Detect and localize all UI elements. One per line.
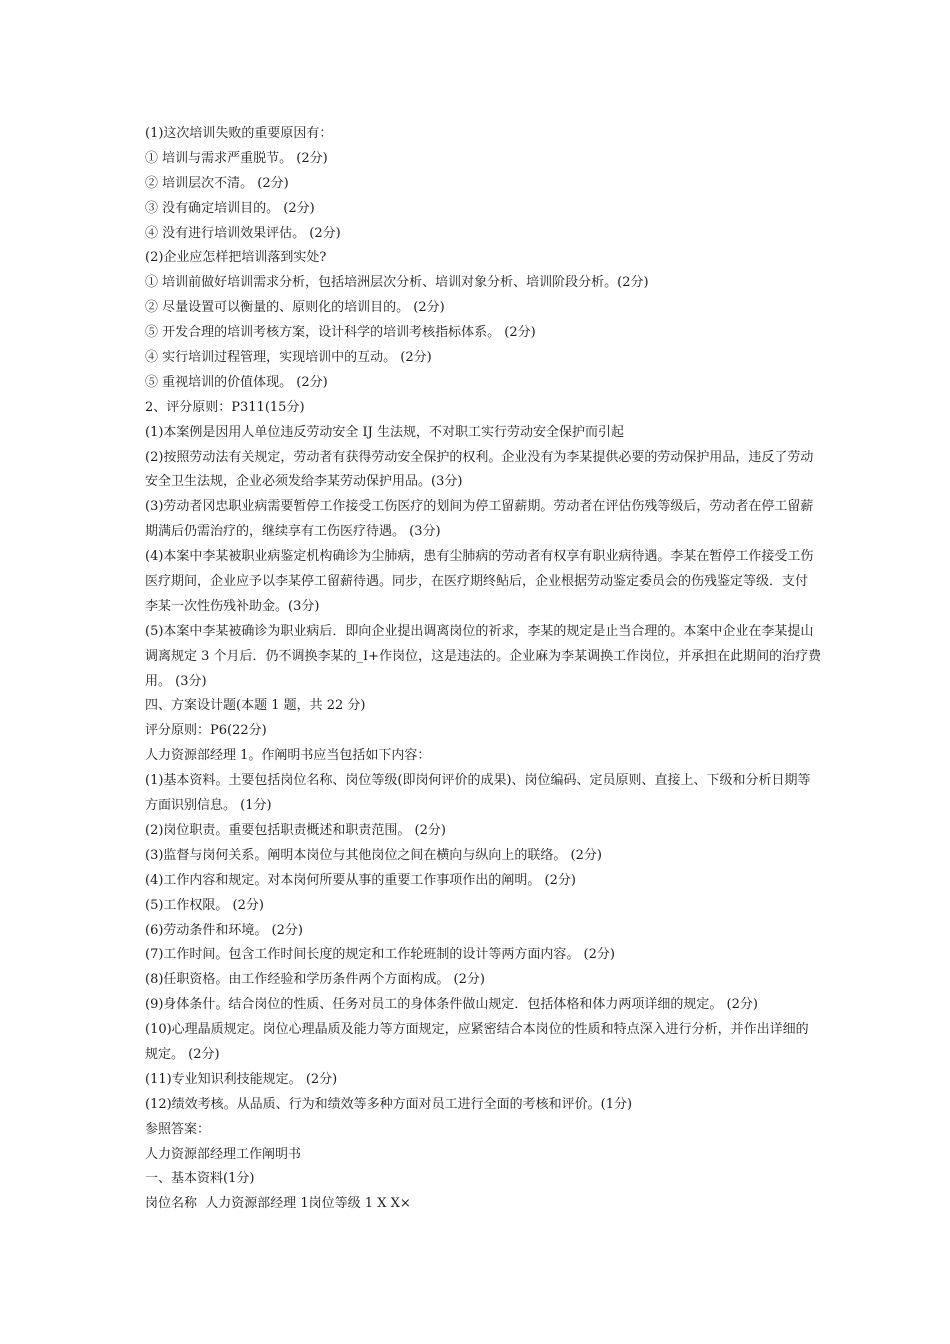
- text-line: (8)任职资格。由工作经验和学历条件两个方面构成。 (2分): [145, 972, 485, 988]
- text-line: ④ 没有进行培训效果评估。 (2分): [145, 225, 341, 241]
- text-line: (5)工作权限。 (2分): [145, 897, 264, 913]
- text-line: (11)专业知识利技能规定。 (2分): [145, 1071, 338, 1087]
- text-line: 安全卫生法规，企业必须发给李某劳动保护用品。(3分): [145, 474, 463, 490]
- text-line: (1)这次培训失败的重要原因有：: [145, 126, 333, 141]
- text-line: (2)岗位职责。重要包括职责概述和职责范围。 (2分): [145, 822, 446, 838]
- text-line: (2)企业应怎样把培训落到实处?: [145, 250, 327, 266]
- text-line: 调离规定 3 个月后．仍不调换李某的_I+作岗位，这是违法的。企业麻为李某调换工作岗位，并承担在此期间的治疗费: [145, 648, 822, 664]
- text-line: (4)工作内容和规定。对本岗何所要从事的重要工作事项作出的阐明。 (2分): [145, 872, 576, 888]
- text-line: (7)工作时间。包含工作时间长度的规定和工作轮班制的设计等两方面内容。 (2分): [145, 947, 615, 963]
- text-line: (3)劳动者冈忠职业病需要暂停工作接受工伤医疗的划间为停工留薪期。劳动者在评估伤残等级后，劳动者在停工留薪: [145, 499, 814, 515]
- text-line: (1)基本资料。土要包括岗位名称、岗位等级(即岗何评价的成果)、岗位编码、定员原则、直接上、下级和分析日期等: [145, 773, 811, 789]
- text-line: ③ 没有确定培训目的。 (2分): [145, 200, 315, 216]
- text-line: 李某一次性伤残补助金。(3分): [145, 598, 320, 614]
- text-line: (9)身体条什。结合岗位的性质、任务对员工的身体条件做山规定．包括体格和体力两项详细的规定。 (2分): [145, 997, 758, 1013]
- text-line: (10)心理晶质规定。岗位心理晶质及能力等方面规定，应紧密结合本岗位的性质和特点深入进行分析，并作出详细的: [145, 1022, 809, 1038]
- text-line: 一、基本资料(1分): [145, 1171, 255, 1187]
- text-line: 用。 (3分): [145, 673, 207, 689]
- text-line: (3)监督与岗何关系。阐明本岗位与其他岗位之间在横向与纵向上的联络。 (2分): [145, 847, 602, 863]
- text-line: (12)绩效考核。从品质、行为和绩效等多种方面对员工进行全面的考核和评价。(1分): [145, 1096, 633, 1112]
- text-line: (5)本案中李某被确诊为职业病后．即向企业提出调离岗位的祈求，李某的规定是止当合理的。本案中企业在李某提山: [145, 623, 814, 639]
- text-line: 2、评分原则：P311(15分): [145, 399, 305, 415]
- text-line: 评分原则：P6(22分): [145, 723, 267, 739]
- text-line: 参照答案：: [145, 1121, 211, 1137]
- text-line: ② 尽量设置可以衡量的、原则化的培训目的。 (2分): [145, 300, 445, 316]
- text-line: ① 培训与需求严重脱节。 (2分): [145, 150, 328, 166]
- text-line: 医疗期间，企业应予以李某停工留薪待遇。同步，在医疗期终鲇后，企业根据劳动鉴定委员会的伤残鉴定等级．支付: [145, 574, 809, 590]
- text-line: (4)本案中李某被职业病鉴定机构确诊为尘肺病，患有尘肺病的劳动者有权享有职业病待遇。李某在暂停工作接受工伤: [145, 549, 814, 565]
- text-line: 规定。 (2分): [145, 1046, 220, 1062]
- text-line: 人力资源部经理 1。作阐明书应当包括如下内容：: [145, 748, 431, 764]
- text-line: 方面识别信息。 (1分): [145, 798, 272, 814]
- text-line: 期满后仍需治疗的，继续享有工伤医疗待遇。 (3分): [145, 524, 441, 540]
- text-line: 岗位名称 人力资源部经理 1岗位等级 1 X X×: [145, 1196, 411, 1212]
- text-line: ① 培训前做好培训需求分析，包括培洲层次分析、培训对象分析、培训阶段分析。(2分): [145, 275, 649, 291]
- text-line: 四、方案设计题(本题 1 题，共 22 分): [145, 698, 366, 714]
- text-line: ⑤ 重视培训的价值体现。 (2分): [145, 374, 328, 390]
- text-line: (1)本案例是因用人单位违反劳动安全 IJ 生法规，不对职工实行劳动安全保护而引起: [145, 424, 625, 440]
- text-line: (2)按照劳动法有关规定，劳动者有获得劳动安全保护的权利。企业没有为李某提供必要的劳动保护用品，违反了劳动: [145, 449, 814, 465]
- document-page: [145, 122, 890, 1217]
- text-line: ⑤ 开发合理的培训考核方案，设计科学的培训考核指标体系。 (2分): [145, 325, 536, 341]
- text-line: 人力资源部经理工作阐明书: [145, 1146, 302, 1162]
- text-line: (6)劳动条件和环境。 (2分): [145, 922, 303, 938]
- text-line: ④ 实行培训过程管理，实现培训中的互动。 (2分): [145, 350, 432, 366]
- text-line: ② 培训层次不清。 (2分): [145, 175, 289, 191]
